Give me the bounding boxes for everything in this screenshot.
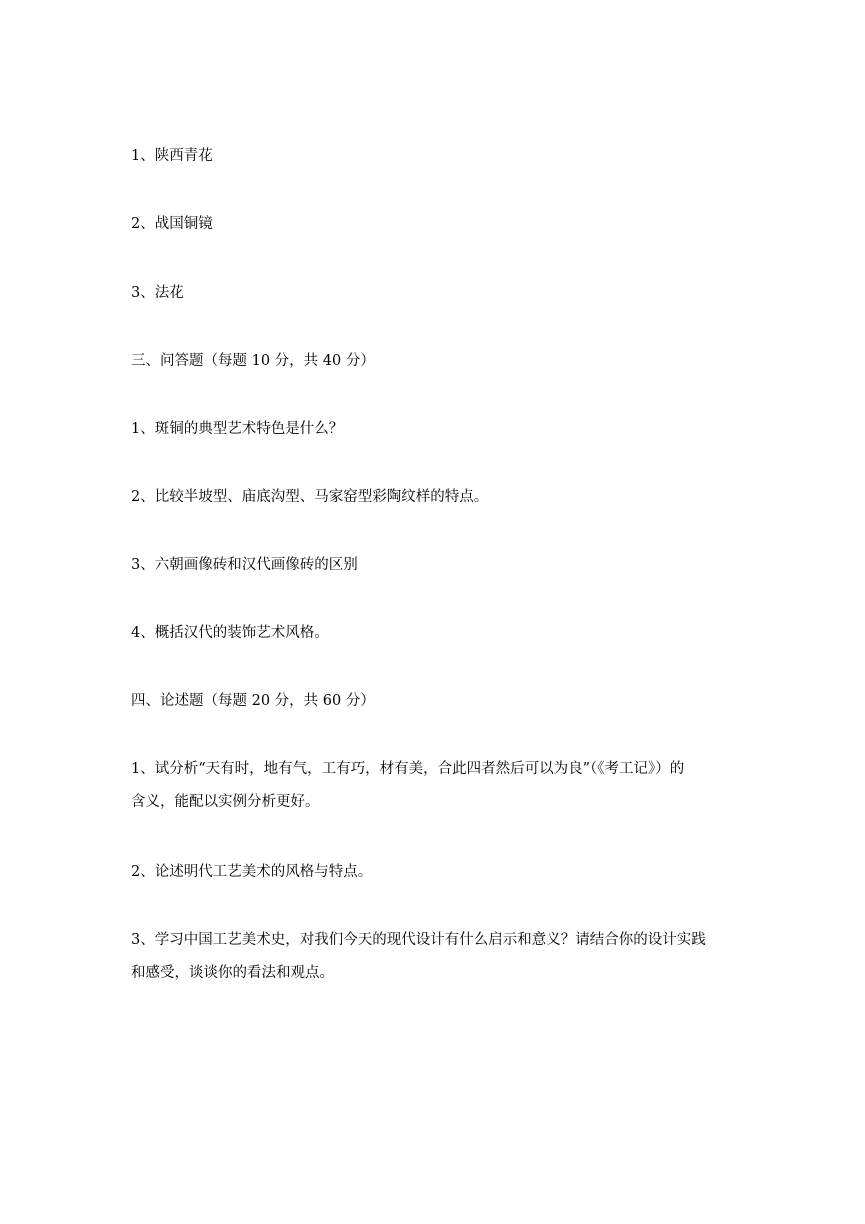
essay-question-3 xyxy=(131,930,736,983)
question-item: 2、比较半坡型、庙底沟型、马家窑型彩陶纹样的特点。 xyxy=(131,489,489,505)
section-heading-essay: 四、论述题（每题 20 分，共 60 分） xyxy=(131,693,375,709)
term-item: 1、陕西青花 xyxy=(131,148,213,164)
essay-question-3-line-1: 3、学习中国工艺美术史，对我们今天的现代设计有什么启示和意义？请结合你的设计实践 xyxy=(131,932,706,948)
question-item: 4、概括汉代的装饰艺术风格。 xyxy=(131,625,329,641)
essay-question-2: 2、论述明代工艺美术的风格与特点。 xyxy=(131,864,373,880)
question-item: 1、斑铜的典型艺术特色是什么？ xyxy=(131,421,344,437)
question-item: 3、六朝画像砖和汉代画像砖的区别 xyxy=(131,557,358,573)
essay-question-1-line-1: 1、试分析“天有时，地有气，工有巧，材有美，合此四者然后可以为良”（《考工记》）的 xyxy=(131,761,685,777)
essay-question-3-line-2: 和感受，谈谈你的看法和观点。 xyxy=(131,965,334,981)
essay-question-1 xyxy=(131,759,736,812)
essay-question-1-line-2: 含义，能配以实例分析更好。 xyxy=(131,794,320,810)
term-item: 3、法花 xyxy=(131,285,184,301)
section-heading-qa: 三、问答题（每题 10 分，共 40 分） xyxy=(131,353,375,369)
term-item: 2、战国铜镜 xyxy=(131,216,213,232)
